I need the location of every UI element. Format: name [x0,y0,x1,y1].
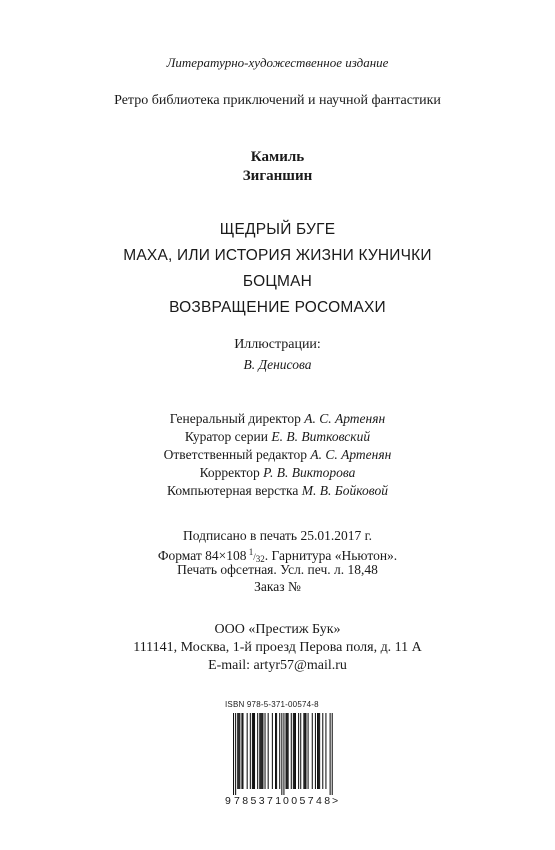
barcode-bars [225,713,333,795]
credit-name: А. С. Артенян [304,411,386,426]
barcode-bar [305,713,306,789]
barcode-guard-bar [283,713,284,795]
format-slash: / [253,552,256,562]
author-first-name: Камиль [250,149,305,165]
barcode-bar [300,713,301,789]
barcode-bar [275,713,276,789]
barcode-bar [293,713,294,789]
barcode-bar [250,713,251,789]
barcode-bar [304,713,305,789]
isbn-label: ISBN 978-5-371-00574-8 [225,700,319,709]
print-info [0,527,555,595]
barcode-bar [268,713,269,789]
format-numerator: 1 [248,547,254,557]
credit-role: Компьютерная верстка [167,483,299,498]
barcode-bar [272,713,273,789]
barcode-bar [322,713,323,789]
barcode-bar [260,713,261,789]
barcode-guard-bar [235,713,236,795]
format-line [0,544,555,564]
barcode-bar [294,713,295,789]
publisher-block [0,621,555,675]
credits-block [0,410,555,500]
publisher-email: E-mail: artyr57@mail.ru [208,658,347,673]
format-denominator: 32 [255,554,265,564]
barcode-bar [325,713,326,789]
book-title: МАХА, ИЛИ ИСТОРИЯ ЖИЗНИ КУНИЧКИ [123,247,432,264]
credit-role: Ответственный редактор [163,447,307,462]
barcode-bar [303,713,304,789]
credit-line [0,410,555,428]
credit-line [0,428,555,446]
barcode-bar [238,713,239,789]
print-type: Печать офсетная. Усл. печ. л. 18,48 [177,562,378,577]
credit-name: А. С. Артенян [310,447,392,462]
barcode-arrow: > [332,795,339,807]
order-number: Заказ № [254,579,301,594]
barcode-bar [247,713,248,789]
barcode-bar [261,713,262,789]
barcode-bar [262,713,263,789]
credit-name: М. В. Бойковой [301,483,388,498]
book-title: БОЦМАН [242,273,313,290]
barcode-bar [318,713,319,789]
barcode-bar [315,713,316,789]
barcode-bar [298,713,299,789]
barcode-bar [237,713,238,789]
credit-name: Р. В. Викторова [263,465,356,480]
barcode-guard-bar [332,713,333,795]
barcode-bar [287,713,288,789]
barcode-bar [259,713,260,789]
barcode-bar [241,713,242,789]
credit-name: Е. В. Витковский [271,429,371,444]
signed-date: Подписано в печать 25.01.2017 г. [183,528,372,543]
barcode-bar [242,713,243,789]
barcode-bar [317,713,318,789]
book-titles [0,217,555,321]
credit-role: Корректор [199,465,260,480]
barcode-bar [308,713,309,789]
isbn-barcode [225,700,340,812]
barcode-bar [312,713,313,789]
barcode-bar [239,713,240,789]
barcode-bar [319,713,320,789]
barcode-bar [265,713,266,789]
author-last-name: Зиганшин [242,168,313,184]
barcode-bar [288,713,289,789]
barcode-bar [276,713,277,789]
barcode-bar [252,713,253,789]
format-prefix: Формат 84×108 [157,548,247,563]
format-suffix: . Гарнитура «Ньютон». [264,548,398,563]
series-type: Литературно-художественное издание [166,55,389,70]
series-name: Ретро библиотека приключений и научной фантастики [114,93,441,108]
credit-line [0,482,555,500]
barcode-guard-bar [233,713,234,795]
book-title: ЩЕДРЫЙ БУГЕ [219,221,336,238]
barcode-right-group: 005748 [283,795,333,807]
credit-role: Генеральный директор [169,411,301,426]
credit-line [0,464,555,482]
book-title: ВОЗВРАЩЕНИЕ РОСОМАХИ [169,299,386,316]
publisher-address: 111141, Москва, 1-й проезд Перова поля, д. 11 А [133,640,422,655]
barcode-left-group: 785371 [234,795,284,807]
publisher-name: ООО «Престиж Бук» [214,622,341,637]
barcode-bar [257,713,258,789]
barcode-bar [295,713,296,789]
barcode-bar [279,713,280,789]
barcode-bar [253,713,254,789]
barcode-bar [254,713,255,789]
illustrations-label: Иллюстрации: [234,337,321,352]
barcode-bar [291,713,292,789]
illustrations-artist: В. Денисова [243,357,312,372]
barcode-guard-bar [330,713,331,795]
barcode-bar [286,713,287,789]
barcode-first-digit: 9 [225,795,231,807]
credit-role: Куратор серии [184,429,268,444]
credit-line [0,446,555,464]
barcode-guard-bar [281,713,282,795]
